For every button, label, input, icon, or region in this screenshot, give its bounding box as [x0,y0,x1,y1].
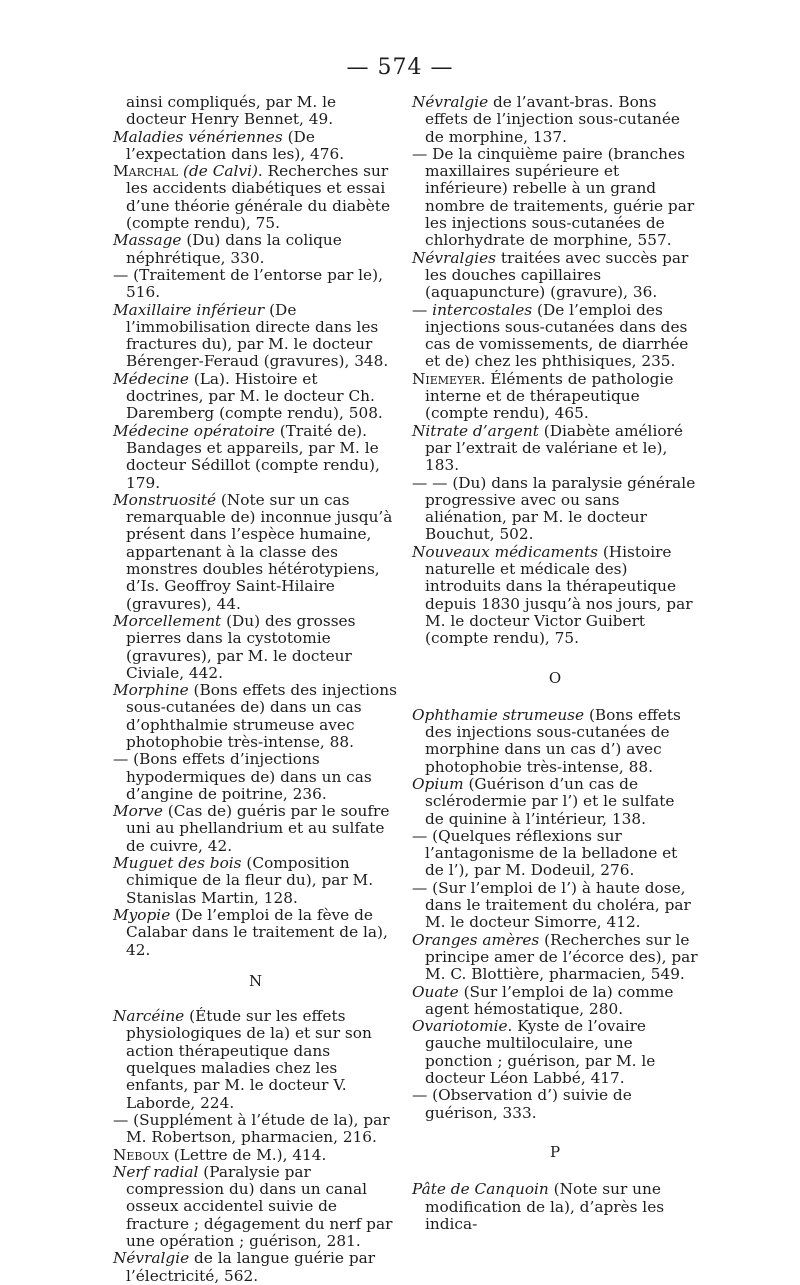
index-entry: — intercostales (De l’emploi des injections sous-cutanées dans des cas de vomissements, de diarrhée et de) chez les phthisiques, 235. [412,300,689,371]
entry-heading: Morphine [113,681,189,700]
entry-heading: Muguet des bois [113,854,242,873]
index-entry [113,1112,398,1147]
entry-text: (De l’immobilisation directe dans les fractures du), par M. le docteur Bérenger-Feraud (gravures), 348. [126,300,389,371]
entry-text: — (Quelques réflexions sur l’antagonisme de la belladone et de l’), par M. Dodeuil, 276. [412,826,678,880]
index-entry [113,907,398,959]
entry-heading: Maxillaire inférieur [113,300,265,319]
index-entry [113,423,398,492]
index-entry [412,371,698,423]
entry-text: — De la cinquième paire (branches maxillaires supérieure et inférieure) rebelle à un grand nombre de traitements, guérie par les injections sous-cutanées de chlorhydrate de morphine, 557. [412,144,695,250]
section-letter-n: N [248,971,263,990]
index-entry [113,1164,398,1250]
right-column [412,94,698,1233]
section-letter-p: P [549,1142,561,1161]
entry-text: — (Supplément à l’étude de la), par M. Robertson, pharmacien, 216. [113,1110,390,1147]
index-entry [113,163,398,232]
entries-p [412,1181,698,1233]
index-entry [412,1181,698,1233]
entry-text: . Kyste de l’ovaire gauche multiloculaire, une ponction ; guérison, par M. le docteur Léon Labbé, 417. [425,1017,656,1088]
entry-text: (Cas de) guéris par le soufre uni au phellandrium et au sulfate de cuivre, 42. [126,802,390,855]
entry-heading: Opium [412,774,464,793]
entry-text: (Du) des grosses pierres dans la cystotomie (gravures), par M. le docteur Civiale, 442. [126,611,356,682]
entry-heading: Pâte de Canquoin [412,1180,549,1199]
index-entry [113,492,398,613]
entry-heading: Névralgie [113,1249,190,1268]
index-entry [113,267,398,302]
entry-text: (Note sur un cas remarquable de) inconnue jusqu’à présent dans l’espèce humaine, appartenant à la classe des monstres doubles hétérotypiens, d’Is. Geoffroy Saint-Hilaire (gravures), 44. [126,490,393,613]
entry-heading: Neboux [113,1145,169,1164]
index-entry [113,1147,398,1164]
entry-heading: Myopie [113,905,171,924]
entry-text: (Bons effets des injections sous-cutanées de morphine dans un cas d’) avec photophobie très-intense, 88. [425,705,681,776]
entry-heading: Massage [113,231,182,250]
index-entry [412,475,698,544]
index-entry [412,828,698,880]
entry-text: . Éléments de pathologie interne et de thérapeutique (compte rendu), 465. [425,369,674,423]
entry-text: (Bons effets des injections sous-cutanées de) dans un cas d’ophthalmie strumeuse avec photophobie très-intense, 88. [126,681,397,751]
index-entry [412,932,698,984]
index-entry [412,423,698,475]
index-entry [113,129,398,164]
entry-text: (De l’expectation dans les), 476. [126,127,345,163]
index-entry [113,1250,398,1285]
entry-subheading: intercostales [432,300,533,319]
index-entry [113,232,398,267]
entry-text: de la langue guérie par l’électricité, 562. [126,1249,376,1285]
entry-heading: Ophthamie strumeuse [412,705,585,724]
entry-heading: Névralgies [412,248,496,267]
entry-text: (Composition chimique de la fleur du), par M. Stanislas Martin, 128. [126,854,374,907]
entry-text: (Du) dans la colique néphrétique, 330. [126,231,342,267]
entry-heading: Monstruosité [113,490,217,509]
entries-o [412,707,698,1122]
entry-heading: Narcéine [113,1007,185,1026]
entry-heading: Niemeyer [412,369,481,388]
entries-n-left [113,1008,398,1285]
entry-heading: Nouveaux médicaments [412,542,598,561]
entry-text: (Note sur une modification de la), d’après les indica- [425,1180,665,1233]
entry-text: (Lettre de M.), 414. [168,1145,327,1164]
index-entry [412,146,698,250]
entry-text: (Guérison d’un cas de sclérodermie par l’) et le sulfate de quinine à l’intérieur, 138. [425,774,675,828]
entry-heading: Maladies vénériennes [113,127,283,146]
index-entry [113,751,398,803]
entry-text: (Diabète amélioré par l’extrait de valériane et le), 183. [425,421,683,475]
index-entry [113,371,398,423]
entry-heading: Névralgie [412,93,489,111]
entry-heading: Nerf radial [113,1162,199,1181]
index-entry [412,880,698,932]
index-entry [412,1087,698,1122]
entry-text: . Recherches sur les accidents diabétiques et essai d’une théorie générale du diabète (compte rendu), 75. [126,162,390,233]
entry-heading: Médecine opératoire [113,421,275,440]
entry-text: (Sur l’emploi de la) comme agent hémostatique, 280. [425,982,674,1018]
entry-text: (Histoire naturelle et médicale des) introduits dans la thérapeutique depuis 1830 jusqu’à nos jours, par M. le docteur Victor Guibert (compte rendu), 75. [425,542,693,648]
entries-m [113,94,398,959]
page-number: — 574 — [346,55,454,80]
index-entry [113,855,398,907]
index-entry [113,803,398,855]
index-entry [113,1008,398,1112]
entry-text: — (Observation d’) suivie de guérison, 333. [412,1086,632,1122]
entry-text: traitées avec succès par les douches capillaires (aquapuncture) (gravure), 36. [425,248,689,302]
entry-heading: Morcellement [113,611,222,630]
entry-text: de l’avant-bras. Bons effets de l’injection sous-cutanée de morphine, 137. [425,93,680,146]
entry-heading: Ouate [412,982,459,1001]
index-entry [412,1018,698,1087]
index-entry [412,544,698,648]
index-entry [113,682,398,751]
entry-heading: Nitrate d’argent [412,421,539,440]
entry-text: (Traité de). Bandages et appareils, par M. le docteur Sédillot (compte rendu), 179. [126,421,380,492]
entry-text: — (Sur l’emploi de l’) à haute dose, dans le traitement du choléra, par M. le docteur Simorre, 412. [412,878,691,932]
index-entry [412,776,698,828]
entry-text: (De l’emploi des injections sous-cutanées dans des cas de vomissements, de diarrhée et de) chez les phthisiques, 235. [425,300,689,371]
index-entry [412,250,698,302]
section-letter-o: O [548,668,562,687]
left-column [113,94,398,1285]
entry-text: ainsi compliqués, par M. le docteur Henry Bennet, 49. [126,93,337,129]
entry-subheading: (de Calvi) [178,162,258,181]
entries-n-right [412,94,698,648]
entry-text: — (Traitement de l’entorse par le), 516. [113,265,383,302]
index-entry [412,707,698,776]
index-entry [113,94,398,129]
entry-heading: Médecine [113,369,189,388]
entry-text: (Paralysie par compression du) dans un canal osseux accidentel suivie de fracture ; dégagement du nerf par une opération ; guérison, 281. [126,1162,393,1250]
entry-text: (De l’emploi de la fève de Calabar dans le traitement de la), 42. [126,905,388,959]
entry-heading: Morve [113,802,163,821]
entry-text: — (Bons effets d’injections hypodermiques de) dans un cas d’angine de poitrine, 236. [113,750,372,803]
entry-heading: Ovariotomie [412,1017,508,1036]
index-entry [113,613,398,682]
index-entry [412,94,698,146]
entry-text: — — (Du) dans la paralysie générale progressive avec ou sans aliénation, par M. le docteur Bouchut, 502. [412,473,696,544]
entry-text: (Recherches sur le principe amer de l’écorce des), par M. C. Blottière, pharmacien, 549. [425,930,698,984]
entry-heading: Marchal [113,162,179,181]
entry-heading: Oranges amères [412,930,540,949]
entry-text: (La). Histoire et doctrines, par M. le docteur Ch. Daremberg (compte rendu), 508. [126,369,383,423]
entry-text: (Étude sur les effets physiologiques de la) et sur son action thérapeutique dans quelques maladies chez les enfants, par M. le docteur V. Laborde, 224. [126,1007,372,1112]
index-entry [412,984,698,1019]
index-entry [113,302,398,371]
